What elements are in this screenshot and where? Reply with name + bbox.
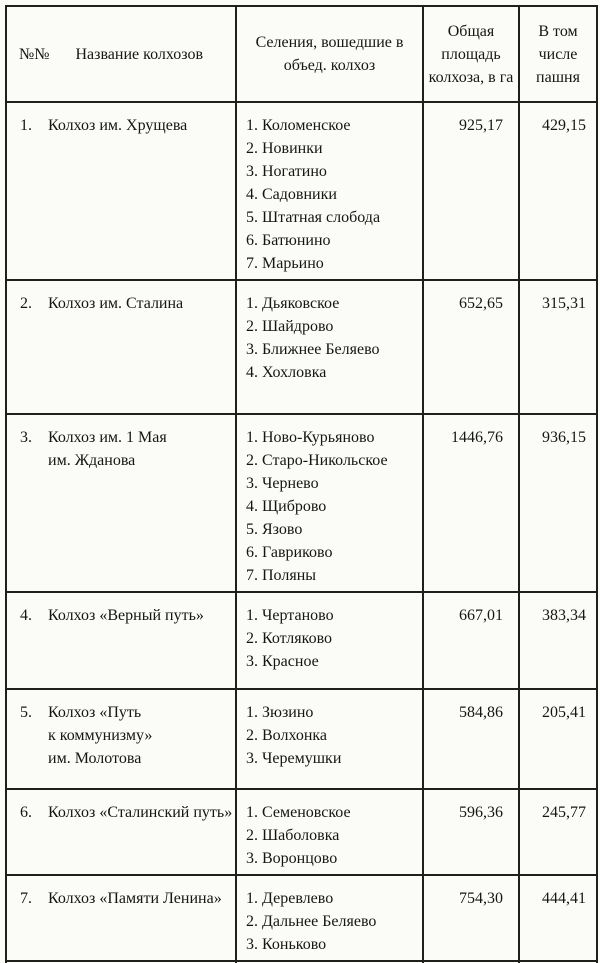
kolkhoz-name-line: Колхоз им. Сталина [48, 295, 184, 312]
village-line: 2. Старо-Никольское [246, 452, 388, 469]
kolkhoz-name-line: им. Жданова [48, 452, 136, 469]
village-line: 7. Марьино [246, 255, 324, 272]
total-area-cell: 652,65 [423, 280, 519, 414]
table-row [6, 592, 597, 689]
kolkhoz-name-line: им. Молотова [48, 750, 142, 767]
villages-cell [236, 102, 423, 280]
header-no-label: №№ [19, 45, 50, 63]
table-row [6, 102, 597, 280]
village-line: 3. Воронцово [246, 850, 338, 867]
kolkhoz-number: 6. [20, 804, 32, 821]
kolkhoz-name [48, 604, 235, 627]
table-row [6, 789, 597, 875]
kolkhoz-name-line: к коммунизму» [48, 727, 153, 744]
kolkhoz-number: 1. [20, 117, 32, 134]
table-row [6, 280, 597, 414]
kolkhoz-cell [6, 592, 236, 689]
header-cell-arable: В том числе пашня [519, 6, 597, 102]
table-header [6, 6, 597, 102]
village-line: 5. Штатная слобода [246, 209, 381, 226]
village-line: 3. Чернево [246, 475, 319, 492]
kolkhoz-name [48, 887, 235, 910]
kolkhoz-name [48, 114, 235, 137]
table-header-row [6, 6, 597, 102]
villages-cell [236, 592, 423, 689]
village-line: 3. Красное [246, 653, 319, 670]
village-line: 5. Язово [246, 521, 303, 538]
total-area-cell: 1446,76 [423, 414, 519, 592]
arable-area-cell: 245,77 [519, 789, 597, 875]
village-line: 3. Ногатино [246, 163, 327, 180]
village-line: 6. Гавриково [246, 544, 333, 561]
table-row [6, 875, 597, 961]
table-row [6, 414, 597, 592]
kolkhoz-cell [6, 789, 236, 875]
kolkhoz-cell [6, 102, 236, 280]
village-line: 4. Садовники [246, 186, 337, 203]
kolkhoz-name-line: Колхоз «Путь [48, 704, 142, 721]
village-line: 3. Коньково [246, 936, 327, 953]
village-line: 1. Зюзино [246, 704, 314, 721]
village-line: 7. Поляны [246, 567, 316, 584]
village-line: 1. Семеновское [246, 804, 351, 821]
village-line: 4. Щиброво [246, 498, 327, 515]
village-line: 2. Котляково [246, 630, 333, 647]
kolkhoz-cell [6, 280, 236, 414]
village-line: 3. Ближнее Беляево [246, 341, 380, 358]
kolkhoz-name-line: Колхоз «Памяти Ленина» [48, 890, 222, 907]
total-area-cell: 925,17 [423, 102, 519, 280]
village-line: 2. Шаболовка [246, 827, 340, 844]
arable-area-cell: 444,41 [519, 875, 597, 961]
kolkhoz-name [48, 701, 235, 770]
kolkhoz-cell [6, 414, 236, 592]
arable-area-cell: 936,15 [519, 414, 597, 592]
village-line: 2. Волхонка [246, 727, 328, 744]
header-cell-number-and-name [6, 6, 236, 102]
villages-cell [236, 789, 423, 875]
header-cell-villages: Селения, вошедшие в объед. колхоз [236, 6, 423, 102]
village-line: 2. Новинки [246, 140, 323, 157]
villages-cell [236, 689, 423, 789]
village-line: 3. Черемушки [246, 750, 342, 767]
total-area-cell: 596,36 [423, 789, 519, 875]
village-line: 1. Деревлево [246, 890, 334, 907]
table-row [6, 689, 597, 789]
kolkhoz-table [5, 5, 598, 963]
village-line: 1. Дьяковское [246, 295, 340, 312]
total-area-cell: 754,30 [423, 875, 519, 961]
arable-area-cell: 205,41 [519, 689, 597, 789]
village-line: 6. Батюнино [246, 232, 331, 249]
villages-cell [236, 414, 423, 592]
kolkhoz-name [48, 801, 235, 824]
table-body [6, 102, 597, 963]
arable-area-cell: 383,34 [519, 592, 597, 689]
villages-cell [236, 280, 423, 414]
arable-area-cell: 315,31 [519, 280, 597, 414]
village-line: 2. Шайдрово [246, 318, 334, 335]
kolkhoz-number: 5. [20, 704, 32, 721]
kolkhoz-name-line: Колхоз им. 1 Мая [48, 429, 167, 446]
header-cell-total-area: Общая площадь колхоза, в га [423, 6, 519, 102]
kolkhoz-cell [6, 689, 236, 789]
village-line: 1. Чертаново [246, 607, 334, 624]
village-line: 4. Хохловка [246, 364, 327, 381]
kolkhoz-name-line: Колхоз им. Хрущева [48, 117, 188, 134]
kolkhoz-number: 2. [20, 295, 32, 312]
kolkhoz-name-line: Колхоз «Сталинский путь» [48, 804, 233, 821]
kolkhoz-number: 3. [20, 429, 32, 446]
total-area-cell: 667,01 [423, 592, 519, 689]
village-line: 1. Коломенское [246, 117, 351, 134]
total-area-cell: 584,86 [423, 689, 519, 789]
kolkhoz-cell [6, 875, 236, 961]
village-line: 2. Дальнее Беляево [246, 913, 377, 930]
kolkhoz-name [48, 292, 235, 315]
kolkhoz-number: 7. [20, 890, 32, 907]
kolkhoz-name [48, 426, 235, 472]
kolkhoz-number: 4. [20, 607, 32, 624]
villages-cell [236, 875, 423, 961]
arable-area-cell: 429,15 [519, 102, 597, 280]
header-kolkhoz-name-label: Название колхозов [75, 45, 204, 63]
village-line: 1. Ново-Курьяново [246, 429, 375, 446]
kolkhoz-name-line: Колхоз «Верный путь» [48, 607, 204, 624]
